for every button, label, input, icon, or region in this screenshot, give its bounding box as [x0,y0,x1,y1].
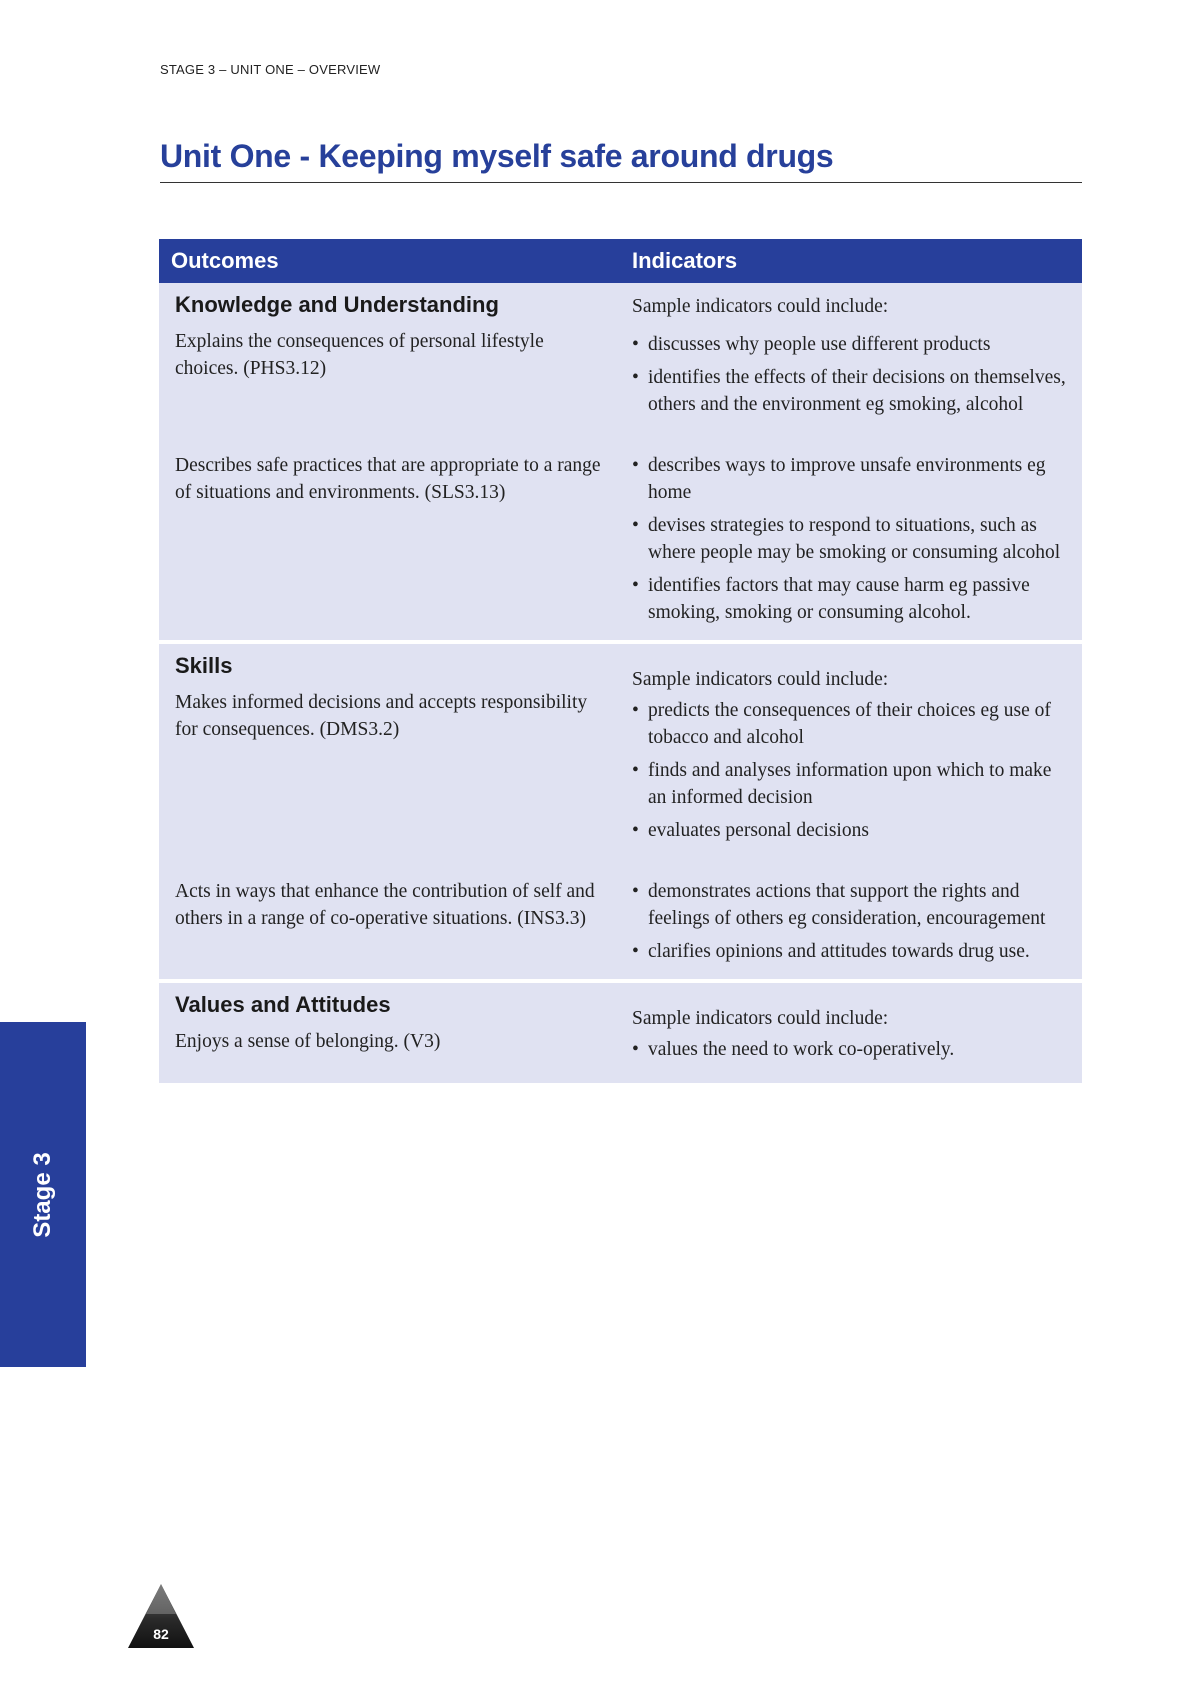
outcome-text: Enjoys a sense of belonging. (V3) [175,1031,441,1052]
indicator-cell [622,981,1082,1083]
section-heading-values: Values and Attitudes [175,992,391,1017]
indicator-cell [622,642,1082,850]
table-row [159,424,1082,642]
stage-side-tab-label: Stage 3 [29,1152,56,1238]
outcome-cell [159,424,622,642]
sample-indicators-label: Sample indicators could include: [632,296,889,317]
indicator-cell [622,850,1082,981]
outcome-text: Acts in ways that enhance the contribution of self and others in a range of co-operative situations. (INS3.3) [175,881,595,929]
list-item: • identifies factors that may cause harm eg passive smoking, smoking or consuming alcohol. [632,572,1070,626]
page-title: Unit One - Keeping myself safe around drugs [160,138,834,174]
indicator-list [632,697,1070,844]
list-item: • devises strategies to respond to situations, such as where people may be smoking or consuming alcohol [632,512,1070,566]
list-item: • demonstrates actions that support the rights and feelings of others eg consideration, encouragement [632,878,1070,932]
table-row [159,981,1082,1083]
outcome-cell [159,981,622,1083]
list-item: • clarifies opinions and attitudes towards drug use. [632,938,1070,965]
running-head: STAGE 3 – UNIT ONE – OVERVIEW [160,62,381,77]
list-item: • values the need to work co-operatively. [632,1036,1070,1063]
list-item: • discusses why people use different products [632,331,1070,358]
table-row [159,850,1082,981]
outcome-text: Makes informed decisions and accepts responsibility for consequences. (DMS3.2) [175,692,588,740]
outcome-text: Describes safe practices that are appropriate to a range of situations and environments. (SLS3.13) [175,455,601,503]
indicator-list [632,1036,1070,1063]
indicator-list [632,331,1070,418]
column-header-outcomes: Outcomes [159,239,622,283]
indicator-list [632,878,1070,965]
indicator-cell [622,424,1082,642]
outcome-cell [159,850,622,981]
indicator-list [632,452,1070,626]
table-row [159,642,1082,850]
list-item: • evaluates personal decisions [632,817,1070,844]
table-header-row [159,239,1082,283]
outcome-cell [159,642,622,850]
sample-indicators-label: Sample indicators could include: [632,669,889,690]
table-row [159,283,1082,424]
section-heading-skills: Skills [175,653,233,678]
list-item: • identifies the effects of their decisions on themselves, others and the environment eg smoking, alcohol [632,364,1070,418]
column-header-indicators: Indicators [622,239,1082,283]
sample-indicators-label: Sample indicators could include: [632,1008,889,1029]
list-item: • finds and analyses information upon which to make an informed decision [632,757,1070,811]
list-item: • describes ways to improve unsafe environments eg home [632,452,1070,506]
title-rule [160,182,1082,183]
list-item: • predicts the consequences of their choices eg use of tobacco and alcohol [632,697,1070,751]
page-number: 82 [153,1626,169,1642]
indicator-cell [622,283,1082,424]
section-heading-knowledge: Knowledge and Understanding [175,292,499,317]
outcome-text: Explains the consequences of personal lifestyle choices. (PHS3.12) [175,331,544,379]
outcomes-indicators-table [159,239,1082,1083]
outcome-cell [159,283,622,424]
